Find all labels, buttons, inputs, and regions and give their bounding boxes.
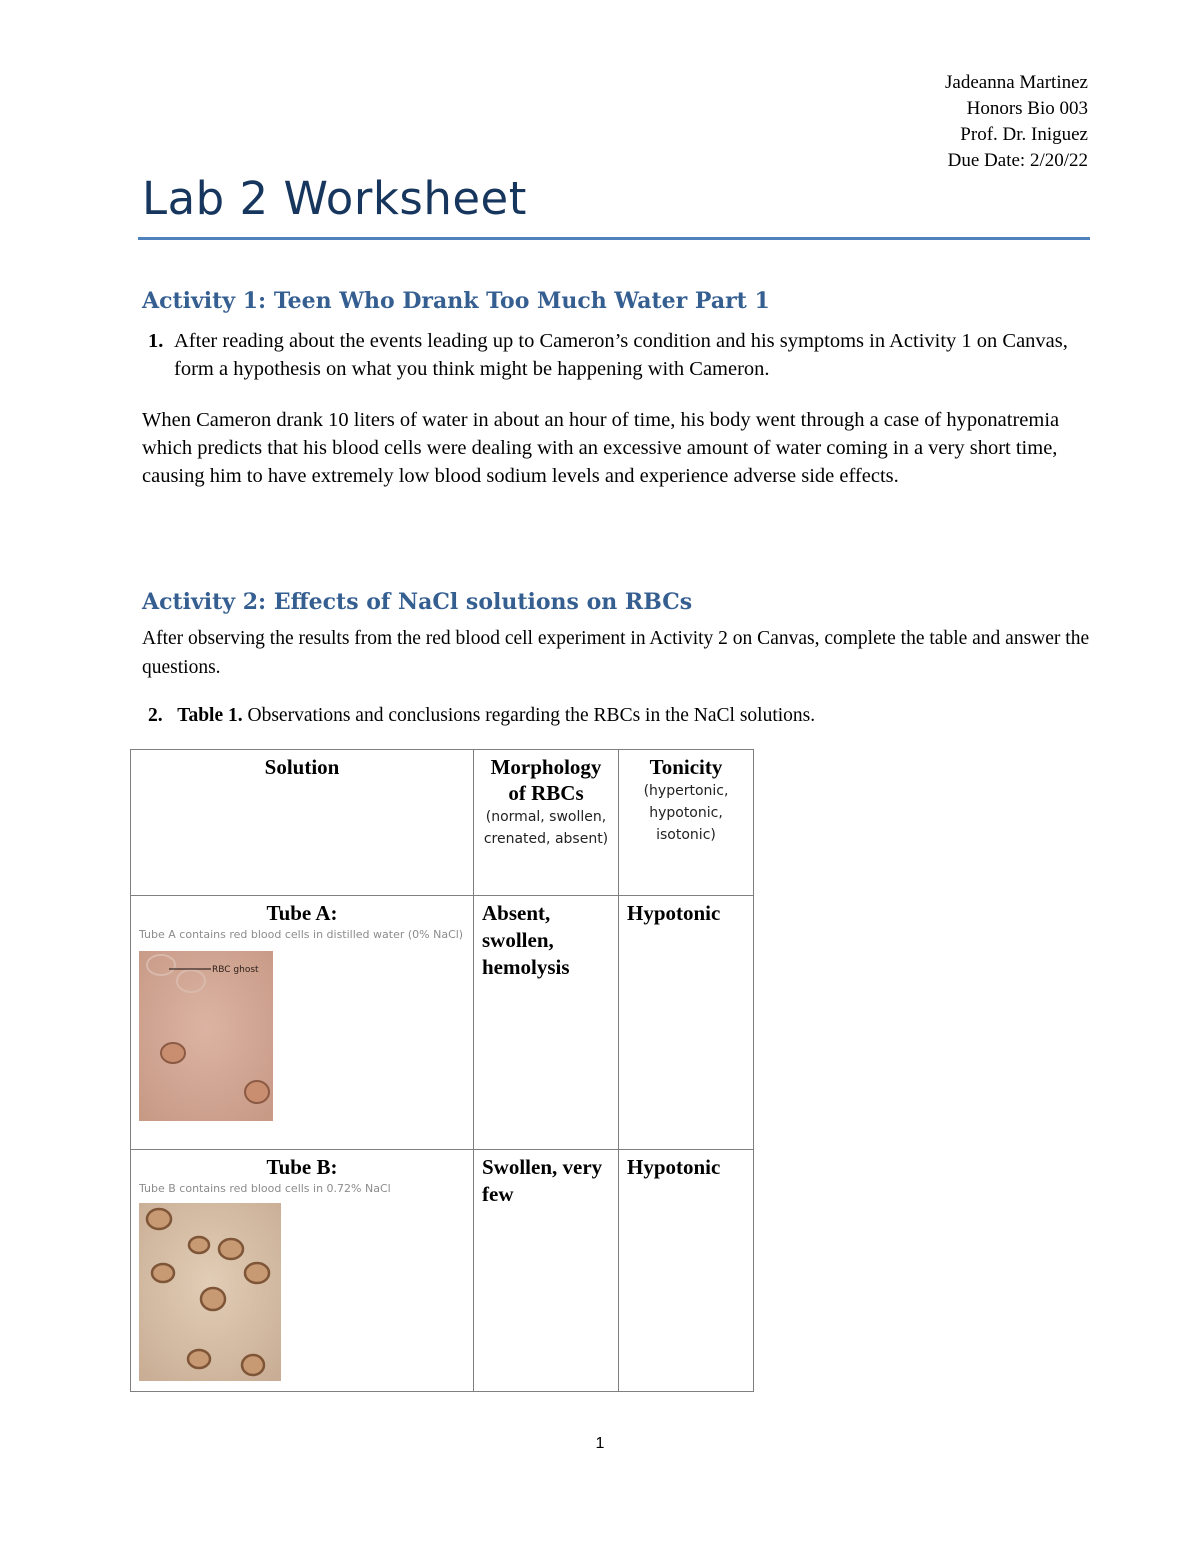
- table-caption: Observations and conclusions regarding the RBCs in the NaCl solutions.: [242, 705, 816, 726]
- header-solution-label: Solution: [264, 755, 340, 779]
- page-title: Lab 2 Worksheet: [142, 172, 527, 225]
- professor-name: Prof. Dr. Iniguez: [960, 124, 1088, 145]
- tube-b-label: Tube B:: [266, 1155, 338, 1179]
- activity1-heading: Activity 1: Teen Who Drank Too Much Water Part 1: [142, 288, 770, 314]
- student-info: [945, 70, 1088, 174]
- question-2: [148, 703, 815, 729]
- table-row: [131, 1150, 754, 1392]
- tube-a-label: Tube A:: [266, 901, 338, 925]
- header-morphology-label: Morphology of RBCs: [490, 755, 602, 805]
- tube-b-cell: [131, 1150, 474, 1392]
- student-name: Jadeanna Martinez: [945, 72, 1088, 93]
- header-morphology: [474, 750, 619, 896]
- question-2-number: 2.: [148, 705, 163, 726]
- table-header-row: [131, 750, 754, 896]
- observations-table: [130, 749, 754, 1392]
- header-morphology-options: (normal, swollen, crenated, absent): [483, 809, 609, 847]
- tube-a-micrograph: [139, 951, 273, 1121]
- table-label: Table 1.: [177, 705, 243, 726]
- activity2-heading: Activity 2: Effects of NaCl solutions on RBCs: [142, 589, 693, 615]
- tube-b-morphology: Swollen, very few: [474, 1150, 619, 1392]
- title-divider: [138, 237, 1090, 240]
- table-row: [131, 896, 754, 1150]
- rbc-ghost-annotation: RBC ghost: [212, 965, 259, 975]
- tube-b-tonicity: Hypotonic: [619, 1150, 754, 1392]
- tube-a-cell: [131, 896, 474, 1150]
- tube-a-tonicity: Hypotonic: [619, 896, 754, 1150]
- header-solution: [131, 750, 474, 896]
- page-number: 1: [595, 1435, 605, 1452]
- answer-1: When Cameron drank 10 liters of water in about an hour of time, his body went through a case of hyponatremia which predicts that his blood cells were dealing with an excessive amount of water coming in a very short time, causing him to have extremely low blood sodium levels and experience adverse side effects.: [142, 409, 1060, 487]
- question-1-text: After reading about the events leading up to Cameron’s condition and his symptoms in Activity 1 on Canvas, form a hypothesis on what you think might be happening with Cameron.: [174, 330, 1068, 380]
- header-tonicity-label: Tonicity: [649, 755, 723, 779]
- due-date: Due Date: 2/20/22: [947, 150, 1088, 171]
- question-1-number: 1.: [148, 330, 164, 352]
- header-tonicity: [619, 750, 754, 896]
- tube-a-morphology: Absent, swollen, hemolysis: [474, 896, 619, 1150]
- tube-b-micrograph: [139, 1203, 281, 1381]
- question-1: [148, 327, 1098, 383]
- header-tonicity-options: (hypertonic, hypotonic, isotonic): [643, 783, 729, 843]
- activity2-intro: After observing the results from the red blood cell experiment in Activity 2 on Canvas, complete the table and answer the questions.: [142, 628, 1090, 678]
- course-name: Honors Bio 003: [966, 98, 1088, 119]
- tube-a-caption: Tube A contains red blood cells in distilled water (0% NaCl): [139, 928, 464, 941]
- tube-b-caption: Tube B contains red blood cells in 0.72% NaCl: [139, 1182, 391, 1195]
